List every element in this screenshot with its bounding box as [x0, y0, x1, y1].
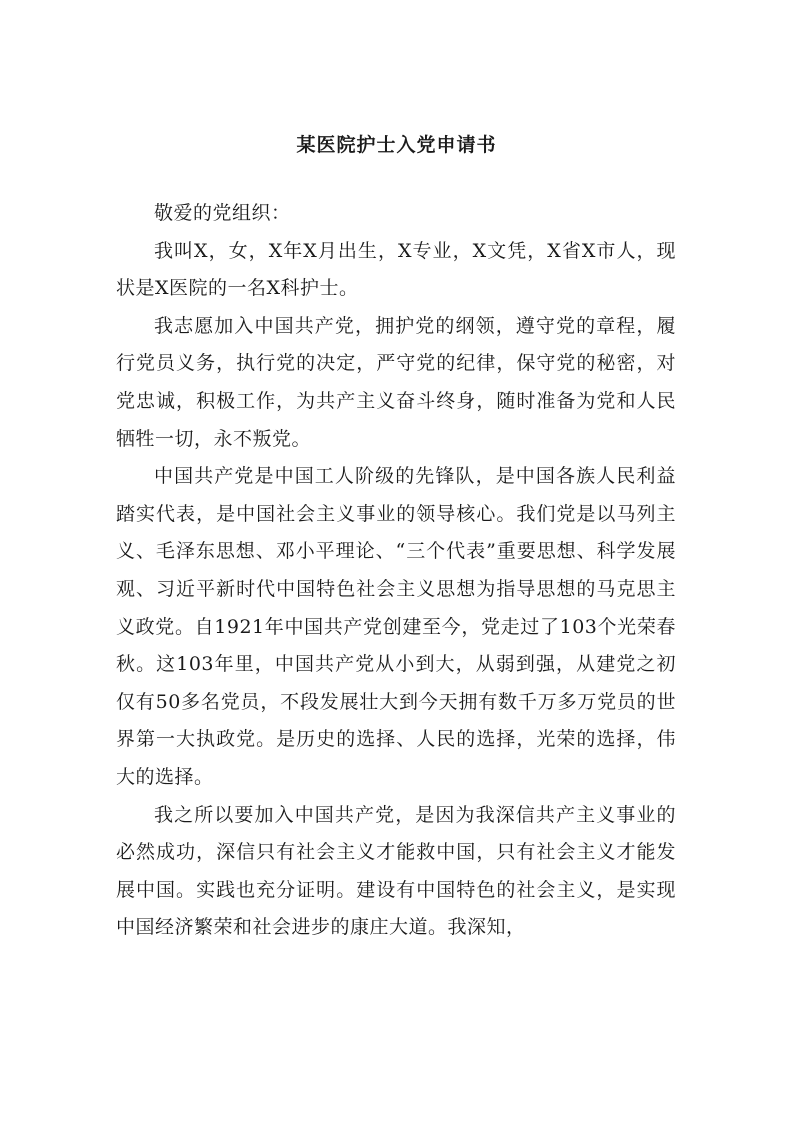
paragraph-4: 我之所以要加入中国共产党，是因为我深信共产主义事业的必然成功，深信只有社会主义才能救中国，只有社会主义才能发展中国。实践也充分证明。建设有中国特色的社会主义，是实现中国经济繁荣和社会进步的康庄大道。我深知， [116, 803, 676, 939]
document-body [116, 195, 676, 947]
document-title: 某医院护士入党申请书 [296, 134, 497, 156]
paragraph-3: 中国共产党是中国工人阶级的先锋队，是中国各族人民利益踏实代表，是中国社会主义事业的领导核心。我们党是以马列主义、毛泽东思想、邓小平理论、“三个代表”重要思想、科学发展观、习近平新时代中国特色社会主义思想为指导思想的马克思主义政党。自1921年中国共产党创建至今，党走过了103个光荣春秋。这103年里，中国共产党从小到大，从弱到强，从建党之初仅有50多名党员，不段发展壮大到今天拥有数千万多万党员的世界第一大执政党。是历史的选择、人民的选择，光荣的选择，伟大的选择。 [116, 465, 676, 788]
paragraph-2: 我志愿加入中国共产党，拥护党的纲领，遵守党的章程，履行党员义务，执行党的决定，严守党的纪律，保守党的秘密，对党忠诚，积极工作，为共产主义奋斗终身，随时准备为党和人民牺牲一切，永不叛党。 [116, 314, 676, 450]
paragraph-1: 我叫X，女，X年X月出生，X专业，X文凭，X省X市人，现状是X医院的一名X科护士。 [116, 239, 676, 300]
salutation: 敬爱的党组织： [154, 202, 291, 224]
